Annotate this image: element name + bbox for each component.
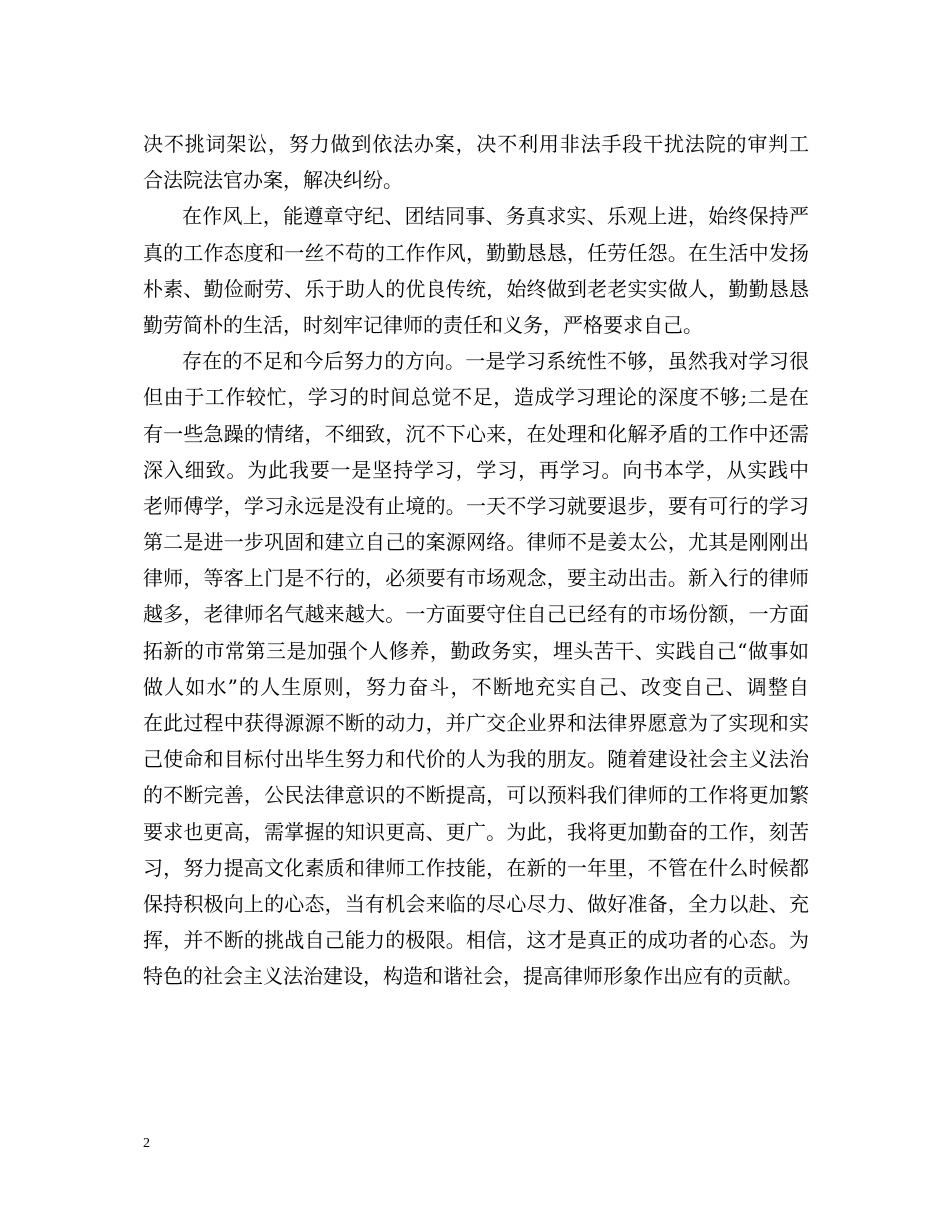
- text-line: 做人如水”的人生原则，努力奋斗，不断地充实自己、改变自己、调整自: [143, 674, 809, 699]
- text-line: 深入细致。为此我要一是坚持学习，学习，再学习。向书本学，从实践中: [143, 457, 809, 482]
- text-line: 真的工作态度和一丝不苟的工作作风，勤勤恳恳，任劳任怨。在生活中发扬: [143, 240, 809, 265]
- body-text: [143, 126, 809, 995]
- text-line: 要求也更高，需掌握的知识更高、更广。为此，我将更加勤奋的工作，刻苦: [143, 819, 809, 844]
- text-line: 越多，老律师名气越来越大。一方面要守住自己已经有的市场份额，一方面: [143, 602, 809, 627]
- text-line: 的不断完善，公民法律意识的不断提高，可以预料我们律师的工作将更加繁: [143, 783, 809, 808]
- text-line: 有一些急躁的情绪，不细致，沉不下心来，在处理和化解矛盾的工作中还需: [143, 421, 809, 446]
- text-line: 习，努力提高文化素质和律师工作技能，在新的一年里，不管在什么时候都: [143, 855, 809, 880]
- text-line: 第二是进一步巩固和建立自己的案源网络。律师不是姜太公，尤其是刚刚出: [143, 530, 809, 555]
- text-line: 在此过程中获得源源不断的动力，并广交企业界和法律界愿意为了实现和实: [143, 711, 809, 735]
- text-line: 但由于工作较忙，学习的时间总觉不足，造成学习理论的深度不够;二是在: [143, 385, 809, 410]
- text-line: 保持积极向上的心态，当有机会来临的尽心尽力、做好准备，全力以赴、充: [143, 891, 809, 916]
- text-line: 存在的不足和今后努力的方向。一是学习系统性不够，虽然我对学习很: [182, 349, 809, 374]
- text-line: 朴素、勤俭耐劳、乐于助人的优良传统，始终做到老老实实做人，勤勤恳恳: [143, 276, 809, 301]
- text-line: 合法院法官办案，解决纠纷。: [143, 168, 403, 193]
- text-line: 律师，等客上门是不行的，必须要有市场观念，要主动出击。新入行的律师: [143, 566, 809, 591]
- page-number: 2: [143, 1136, 150, 1151]
- text-line: 在作风上，能遵章守纪、团结同事、务真求实、乐观上进，始终保持严: [182, 204, 809, 229]
- text-line: 特色的社会主义法治建设，构造和谐社会，提高律师形象作出应有的贡献。: [143, 964, 803, 989]
- text-line: 决不挑词架讼，努力做到依法办案，决不利用非法手段干扰法院的审判工: [143, 132, 809, 156]
- text-line: 拓新的市常第三是加强个人修养，勤政务实，埋头苦干、实践自己“做事如: [143, 638, 809, 663]
- text-line: 挥，并不断的挑战自己能力的极限。相信，这才是真正的成功者的心态。为: [143, 928, 809, 953]
- text-line: 老师傅学，学习永远是没有止境的。一天不学习就要退步，要有可行的学习: [143, 493, 809, 518]
- text-line: 己使命和目标付出毕生努力和代价的人为我的朋友。随着建设社会主义法治: [143, 747, 809, 772]
- text-line: 勤劳简朴的生活，时刻牢记律师的责任和义务，严格要求自己。: [143, 312, 703, 337]
